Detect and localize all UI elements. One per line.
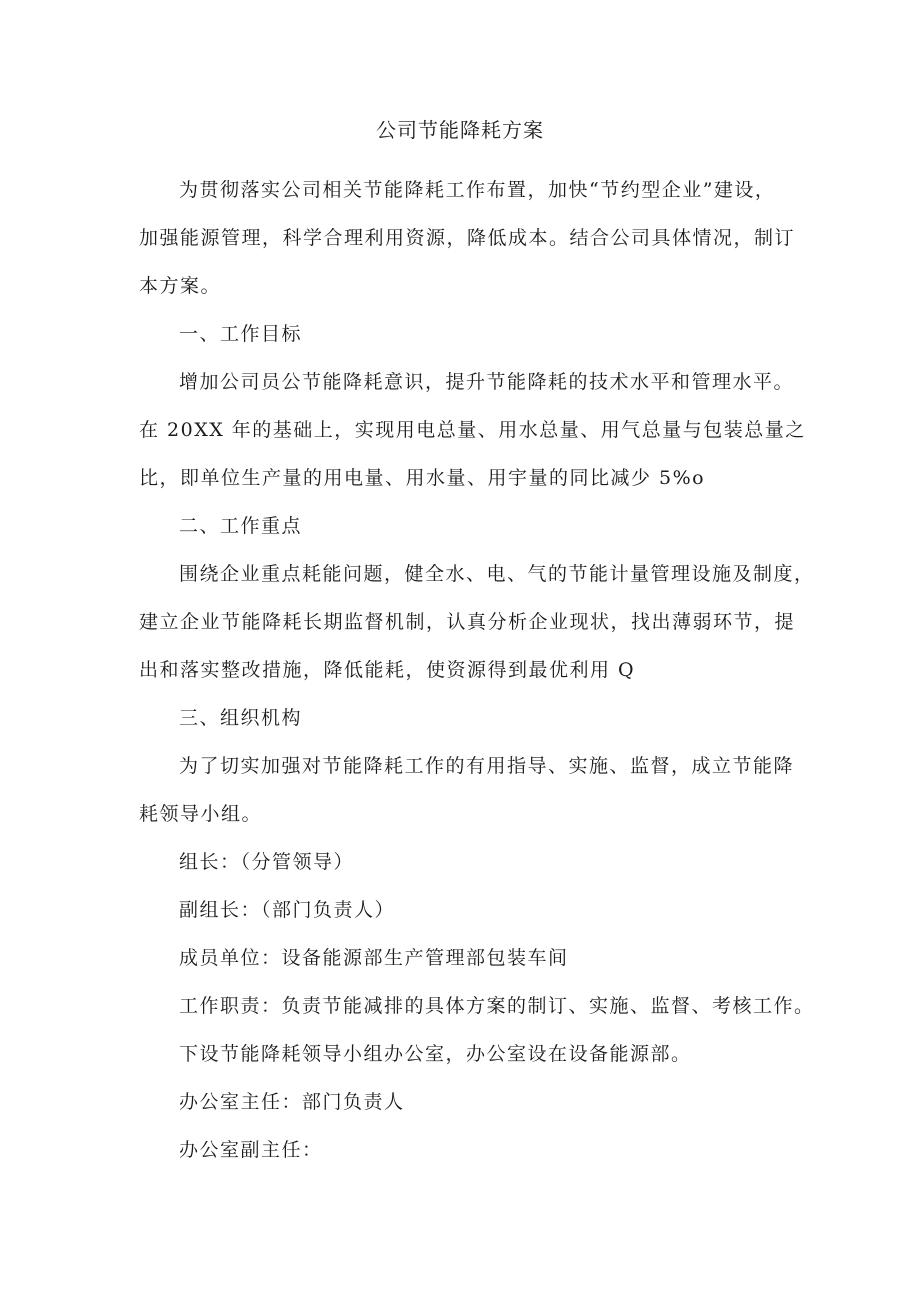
section3-line-1: 为了切实加强对节能降耗工作的有用指导、实施、监督，成立节能降 [179, 755, 795, 777]
section1-heading: 一、工作目标 [179, 323, 303, 345]
section2-line-3: 出和落实整改措施，降低能耗，使资源得到最优利用 Q [139, 659, 636, 681]
intro-line-2: 加强能源管理，科学合理利用资源，降低成本。结合公司具体情况，制订 [139, 227, 796, 249]
intro-line-3: 本方案。 [139, 275, 222, 297]
members-line: 成员单位：设备能源部生产管理部包装车间 [179, 947, 569, 969]
section3-details [139, 838, 815, 1174]
section1-paragraph [139, 358, 806, 502]
duties-line: 工作职责：负责节能减排的具体方案的制订、实施、监督、考核工作。 [179, 995, 815, 1017]
section1-line-3: 比，即单位生产量的用电量、用水量、用宇量的同比减少 5%o [139, 467, 706, 489]
office-setup-line: 下设节能降耗领导小组办公室，办公室设在设备能源部。 [179, 1043, 692, 1065]
section2-line-2: 建立企业节能降耗长期监督机制，认真分析企业现状，找出薄弱环节，提 [139, 611, 796, 633]
section1-line-2: 在 20XX 年的基础上，实现用电总量、用水总量、用气总量与包装总量之 [139, 419, 806, 441]
section2-paragraph [139, 550, 815, 694]
intro-paragraph [139, 166, 799, 310]
section3-paragraph [139, 742, 799, 838]
section3-heading-block [139, 694, 799, 742]
office-deputy-line: 办公室副主任： [179, 1139, 323, 1161]
deputy-leader-line: 副组长：（部门负责人） [179, 899, 396, 921]
section2-heading: 二、工作重点 [179, 515, 303, 537]
intro-line-1: 为贯彻落实公司相关节能降耗工作布置，加快“节约型企业”建设， [179, 179, 776, 201]
section2-heading-block [139, 502, 799, 550]
section1-heading-block [139, 310, 799, 358]
office-director-line: 办公室主任：部门负责人 [179, 1091, 405, 1113]
section3-line-2: 耗领导小组。 [139, 803, 263, 825]
leader-line: 组长：（分管领导） [179, 851, 355, 873]
section2-line-1: 围绕企业重点耗能问题，健全水、电、气的节能计量管理设施及制度， [179, 563, 815, 585]
document-title: 公司节能降耗方案 [376, 118, 544, 142]
section3-heading: 三、组织机构 [179, 707, 303, 729]
section1-line-1: 增加公司员公节能降耗意识，提升节能降耗的技术水平和管理水平。 [179, 371, 795, 393]
